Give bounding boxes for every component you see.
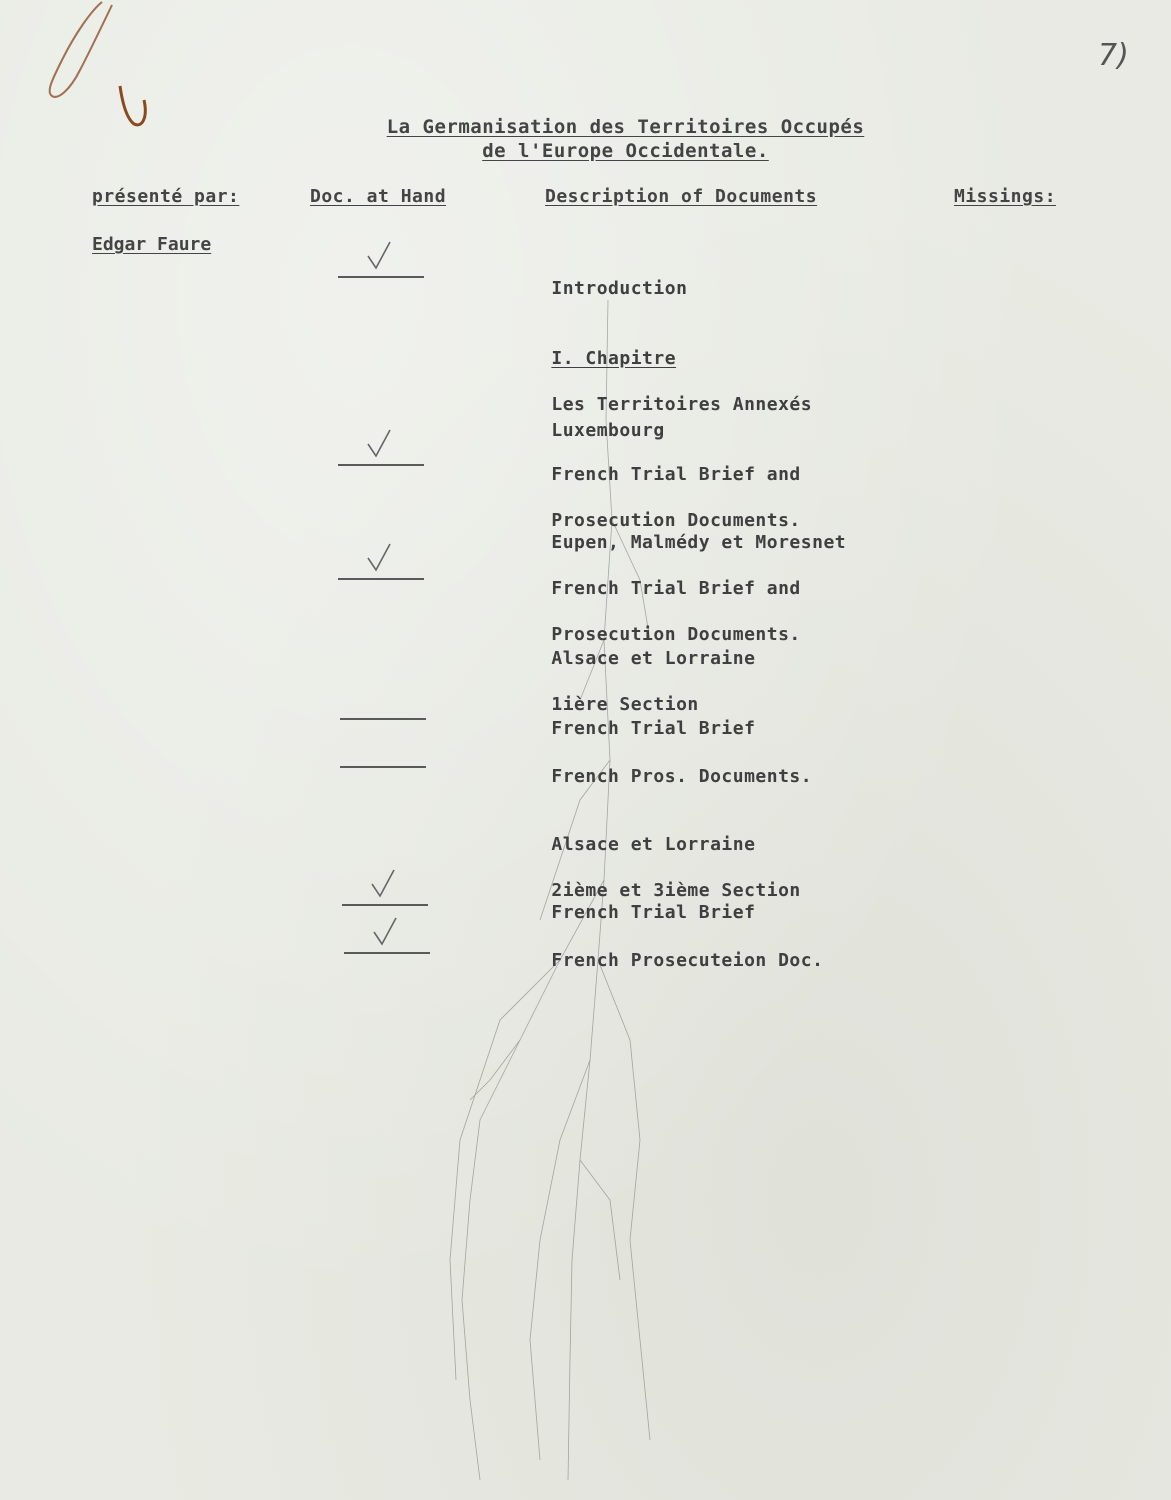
header-doc-at-hand: Doc. at Hand [310,186,447,207]
checkmark-icon [364,426,394,460]
doc-at-hand-mark-checked [342,866,428,906]
check-line [338,578,424,580]
entry-line: Prosecution Documents. [551,510,801,531]
entry-line: French Prosecuteion Doc. [551,950,824,971]
entry-line: French Trial Brief and [551,578,801,599]
doc-at-hand-mark-empty [340,680,426,720]
checkmark-icon [364,540,394,574]
entry-line: Alsace et Lorraine [551,834,756,855]
entry-line: Introduction [551,278,688,299]
entry-alsace-2-3-pros-doc [506,926,823,995]
doc-at-hand-mark-empty [340,728,426,768]
check-line [344,952,430,954]
entry-line: French Trial Brief [551,718,756,739]
check-line [342,904,428,906]
checkmark-icon [364,238,394,272]
document-title-line-1: La Germanisation des Territoires Occupés [386,116,865,138]
chapter-heading: I. Chapitre [551,348,677,369]
entry-line: Prosecution Documents. [551,624,801,645]
entry-line: Alsace et Lorraine [551,648,756,669]
entry-line: French Trial Brief [551,902,756,923]
entry-line: Eupen, Malmédy et Moresnet [551,532,847,553]
entry-introduction [506,254,687,323]
check-line [340,718,426,720]
document-title-line-2: de l'Europe Occidentale. [482,140,769,162]
check-line [338,464,424,466]
doc-at-hand-mark-checked [338,426,424,466]
chapter-subtitle: Les Territoires Annexés [551,394,813,415]
check-line [338,276,424,278]
presenter-name: Edgar Faure [92,234,212,255]
entry-line: Luxembourg [551,420,665,441]
checkmark-icon [368,866,398,900]
checkmark-icon [370,914,400,948]
entry-line: 1ière Section [551,694,699,715]
header-missings: Missings: [954,186,1057,207]
header-presented-by: présenté par: [92,186,240,207]
entry-line: French Pros. Documents. [551,766,813,787]
entry-line: 2ième et 3ième Section [551,880,801,901]
doc-at-hand-mark-checked [344,914,430,954]
entry-line: French Trial Brief and [551,464,801,485]
doc-at-hand-mark-checked [338,238,424,278]
header-description: Description of Documents [545,186,818,207]
entry-alsace-1-pros-docs [506,742,812,811]
check-line [340,766,426,768]
page-number: 7) [1098,38,1129,73]
doc-at-hand-mark-checked [338,540,424,580]
